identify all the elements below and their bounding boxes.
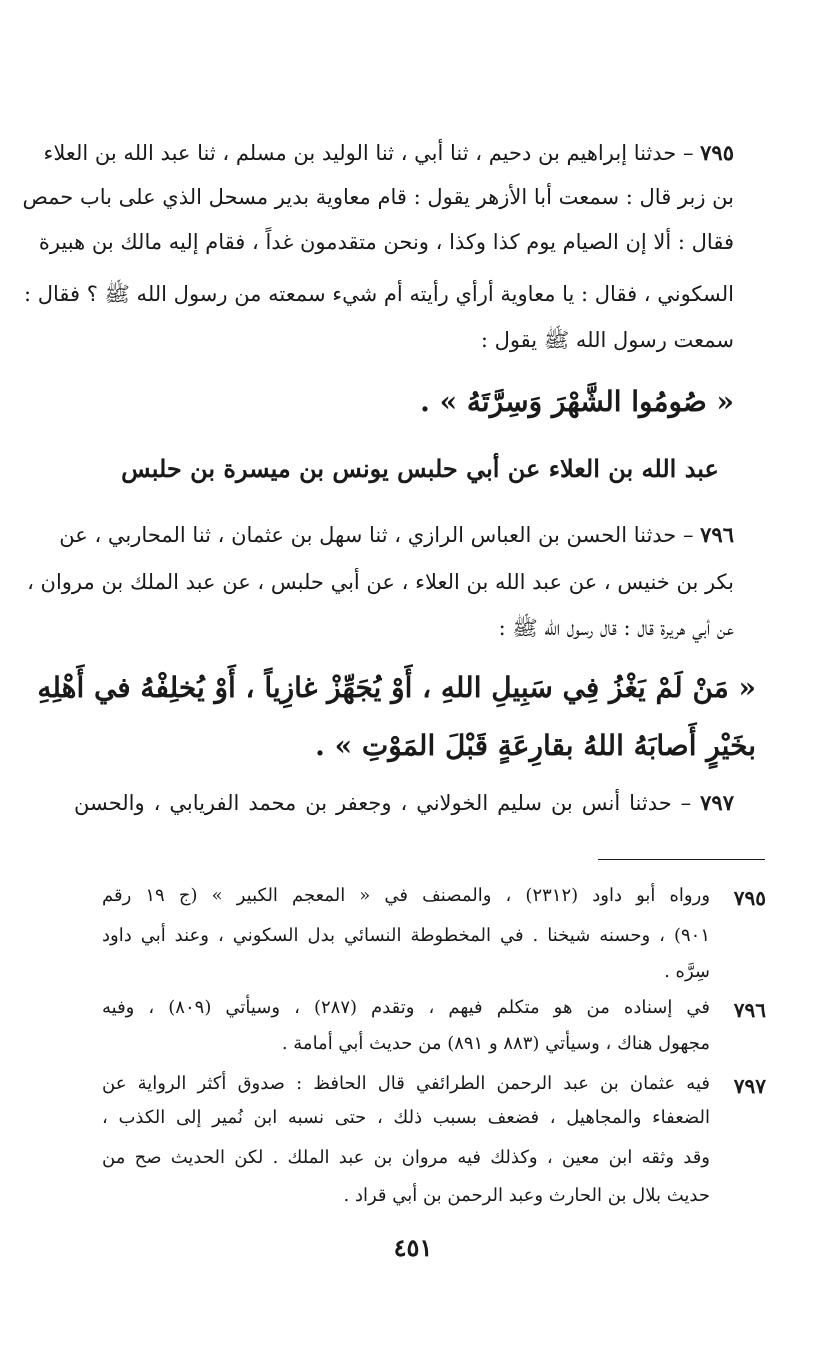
footnote-797-line-4: حديث بلال بن الحارث وعبد الرحمن بن أبي قراد . bbox=[343, 1185, 710, 1206]
hadith-796-prophetic-text-line-1: « مَنْ لَمْ يَغْزُ فِي سَبِيلِ اللهِ ، أَوْ يُجَهِّزْ غازِياً ، أَوْ يُخلِفْهُ في أَهْلِهِ bbox=[37, 671, 756, 704]
footnote-795-number: ٧٩٥ bbox=[733, 886, 766, 910]
hadith-797-line-1 bbox=[74, 788, 734, 818]
hadith-795-line-2: بن زبر قال : سمعت أبا الأزهر يقول : قام معاوية بدير مسحل الذي على باب حمص bbox=[22, 185, 734, 209]
chapter-heading: عبد الله بن العلاء عن أبي حلبس يونس بن ميسرة بن حلبس bbox=[121, 454, 719, 483]
hadith-796-text-line-1: – حدثنا الحسن بن العباس الرازي ، ثنا سهل بن عثمان ، ثنا المحاربي ، عن bbox=[59, 523, 694, 547]
hadith-796-prophetic-text-line-2: بخَيْرٍ أَصابَهُ اللهُ بقارِعَةٍ قَبْلَ المَوْتِ » . bbox=[315, 729, 756, 762]
footnote-796-line-1: في إسناده من هو متكلم فيهم ، وتقدم (٢٨٧) ، وسيأتي (٨٠٩) ، وفيه bbox=[102, 997, 710, 1018]
footnote-separator bbox=[598, 859, 765, 860]
hadith-795-line-3: فقال : ألا إن الصيام يوم كذا وكذا ، ونحن متقدمون غداً ، فقام إليه مالك بن هبيرة bbox=[38, 230, 734, 254]
footnote-797-line-3: وقد وثقه ابن معين ، وكذلك فيه مروان بن عبد الملك . لكن الحديث صح من bbox=[102, 1147, 710, 1168]
hadith-796-line-1 bbox=[59, 520, 734, 550]
hadith-796-line-3: عن أبي هريرة قال : قال رسول الله ﷺ : bbox=[498, 616, 734, 640]
footnote-797-number: ٧٩٧ bbox=[733, 1074, 766, 1098]
footnote-797-line-1: فيه عثمان بن عبد الرحمن الطرائفي قال الحافظ : صدوق أكثر الرواية عن bbox=[102, 1073, 710, 1094]
hadith-795-number: ٧٩٥ bbox=[700, 140, 734, 165]
footnote-797-line-2: الضعفاء والمجاهيل ، فضعف بسبب ذلك ، حتى نسبه ابن نُمير إلى الكذب ، bbox=[102, 1107, 710, 1128]
hadith-797-number: ٧٩٧ bbox=[700, 790, 734, 815]
footnote-795-line-2: ٩٠١) ، وحسنه شيخنا . في المخطوطة النسائي بدل السكوني ، وعند أبي داود bbox=[102, 925, 710, 946]
hadith-795-prophetic-text: « صُومُوا الشَّهْرَ وَسِرَّتَهُ » . bbox=[420, 385, 734, 418]
hadith-797-text-line-1: – حدثنا أنس بن سليم الخولاني ، وجعفر بن محمد الفريابي ، والحسن bbox=[74, 791, 692, 815]
footnote-796-line-2: مجهول هناك ، وسيأتي (٨٨٣ و ٨٩١) من حديث أبي أمامة . bbox=[281, 1033, 710, 1054]
hadith-796-line-2: بكر بن خنيس ، عن عبد الله بن العلاء ، عن أبي حلبس ، عن عبد الملك بن مروان ، bbox=[27, 570, 734, 594]
footnote-795-line-3: سِرَّه . bbox=[664, 961, 710, 982]
hadith-795-text-line-1: – حدثنا إبراهيم بن دحيم ، ثنا أبي ، ثنا الوليد بن مسلم ، ثنا عبد الله بن العلاء bbox=[43, 141, 694, 165]
footnote-796-number: ٧٩٦ bbox=[733, 998, 766, 1022]
hadith-795-line-1 bbox=[43, 138, 734, 168]
page-number: ٤٥١ bbox=[393, 1233, 433, 1262]
hadith-796-number: ٧٩٦ bbox=[700, 522, 734, 547]
hadith-795-line-5: سمعت رسول الله ﷺ يقول : bbox=[480, 328, 734, 352]
footnote-795-line-1: ورواه أبو داود (٢٣١٢) ، والمصنف في « المعجم الكبير » (ج ١٩ رقم bbox=[102, 885, 711, 906]
hadith-795-line-4: السكوني ، فقال : يا معاوية أرأي رأيته أم شيء سمعته من رسول الله ﷺ ؟ فقال : bbox=[23, 282, 734, 306]
